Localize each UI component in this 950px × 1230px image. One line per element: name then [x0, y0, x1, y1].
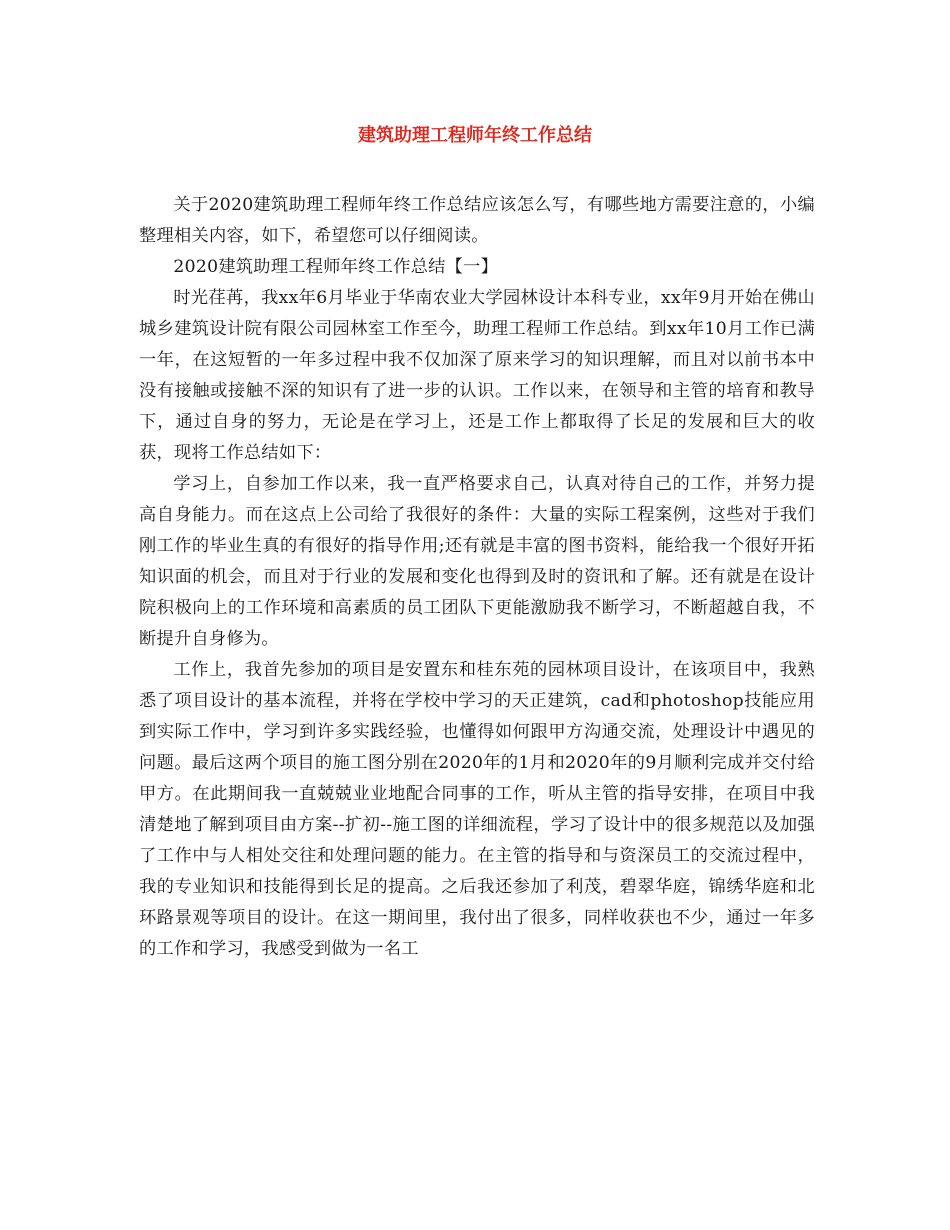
body-paragraph: 工作上，我首先参加的项目是安置东和桂东苑的园林项目设计，在该项目中，我熟悉了项目设计的基本流程，并将在学校中学习的天正建筑，cad和photoshop技能应用到实际工作中，学习到许多实践经验，也懂得如何跟甲方沟通交流，处理设计中遇见的问题。最后这两个项目的施工图分别在2020年的1月和2020年的9月顺利完成并交付给甲方。在此期间我一直兢兢业业地配合同事的工作，听从主管的指导安排，在项目中我清楚地了解到项目由方案--扩初--施工图的详细流程，学习了设计中的很多规范以及加强了工作中与人相处交往和处理问题的能力。在主管的指导和与资深员工的交流过程中，我的专业知识和技能得到长足的提高。之后我还参加了利茂，碧翠华庭，锦绣华庭和北环路景观等项目的设计。在这一期间里，我付出了很多，同样收获也不少，通过一年多的工作和学习，我感受到做为一名工 [139, 660, 815, 959]
section-heading: 2020建筑助理工程师年终工作总结【一】 [173, 257, 499, 277]
document-body [139, 190, 815, 965]
body-paragraph: 时光荏苒，我xx年6月毕业于华南农业大学园林设计本科专业，xx年9月开始在佛山城乡建筑设计院有限公司园林室工作至今，助理工程师工作总结。到xx年10月工作已满一年，在这短暂的一年多过程中我不仅加深了原来学习的知识理解，而且对以前书本中没有接触或接触不深的知识有了进一步的认识。工作以来，在领导和主管的培育和教导下，通过自身的努力，无论是在学习上，还是工作上都取得了长足的发展和巨大的收获，现将工作总结如下： [139, 288, 815, 463]
document-title: 建筑助理工程师年终工作总结 [358, 125, 592, 146]
intro-paragraph: 关于2020建筑助理工程师年终工作总结应该怎么写，有哪些地方需要注意的，小编整理相关内容，如下，希望您可以仔细阅读。 [139, 195, 815, 246]
body-paragraph: 学习上，自参加工作以来，我一直严格要求自己，认真对待自己的工作，并努力提高自身能力。而在这点上公司给了我很好的条件：大量的实际工程案例，这些对于我们刚工作的毕业生真的有很好的指导作用;还有就是丰富的图书资料，能给我一个很好开拓知识面的机会，而且对于行业的发展和变化也得到及时的资讯和了解。还有就是在设计院积极向上的工作环境和高素质的员工团队下更能激励我不断学习，不断超越自我，不断提升自身修为。 [139, 474, 815, 649]
